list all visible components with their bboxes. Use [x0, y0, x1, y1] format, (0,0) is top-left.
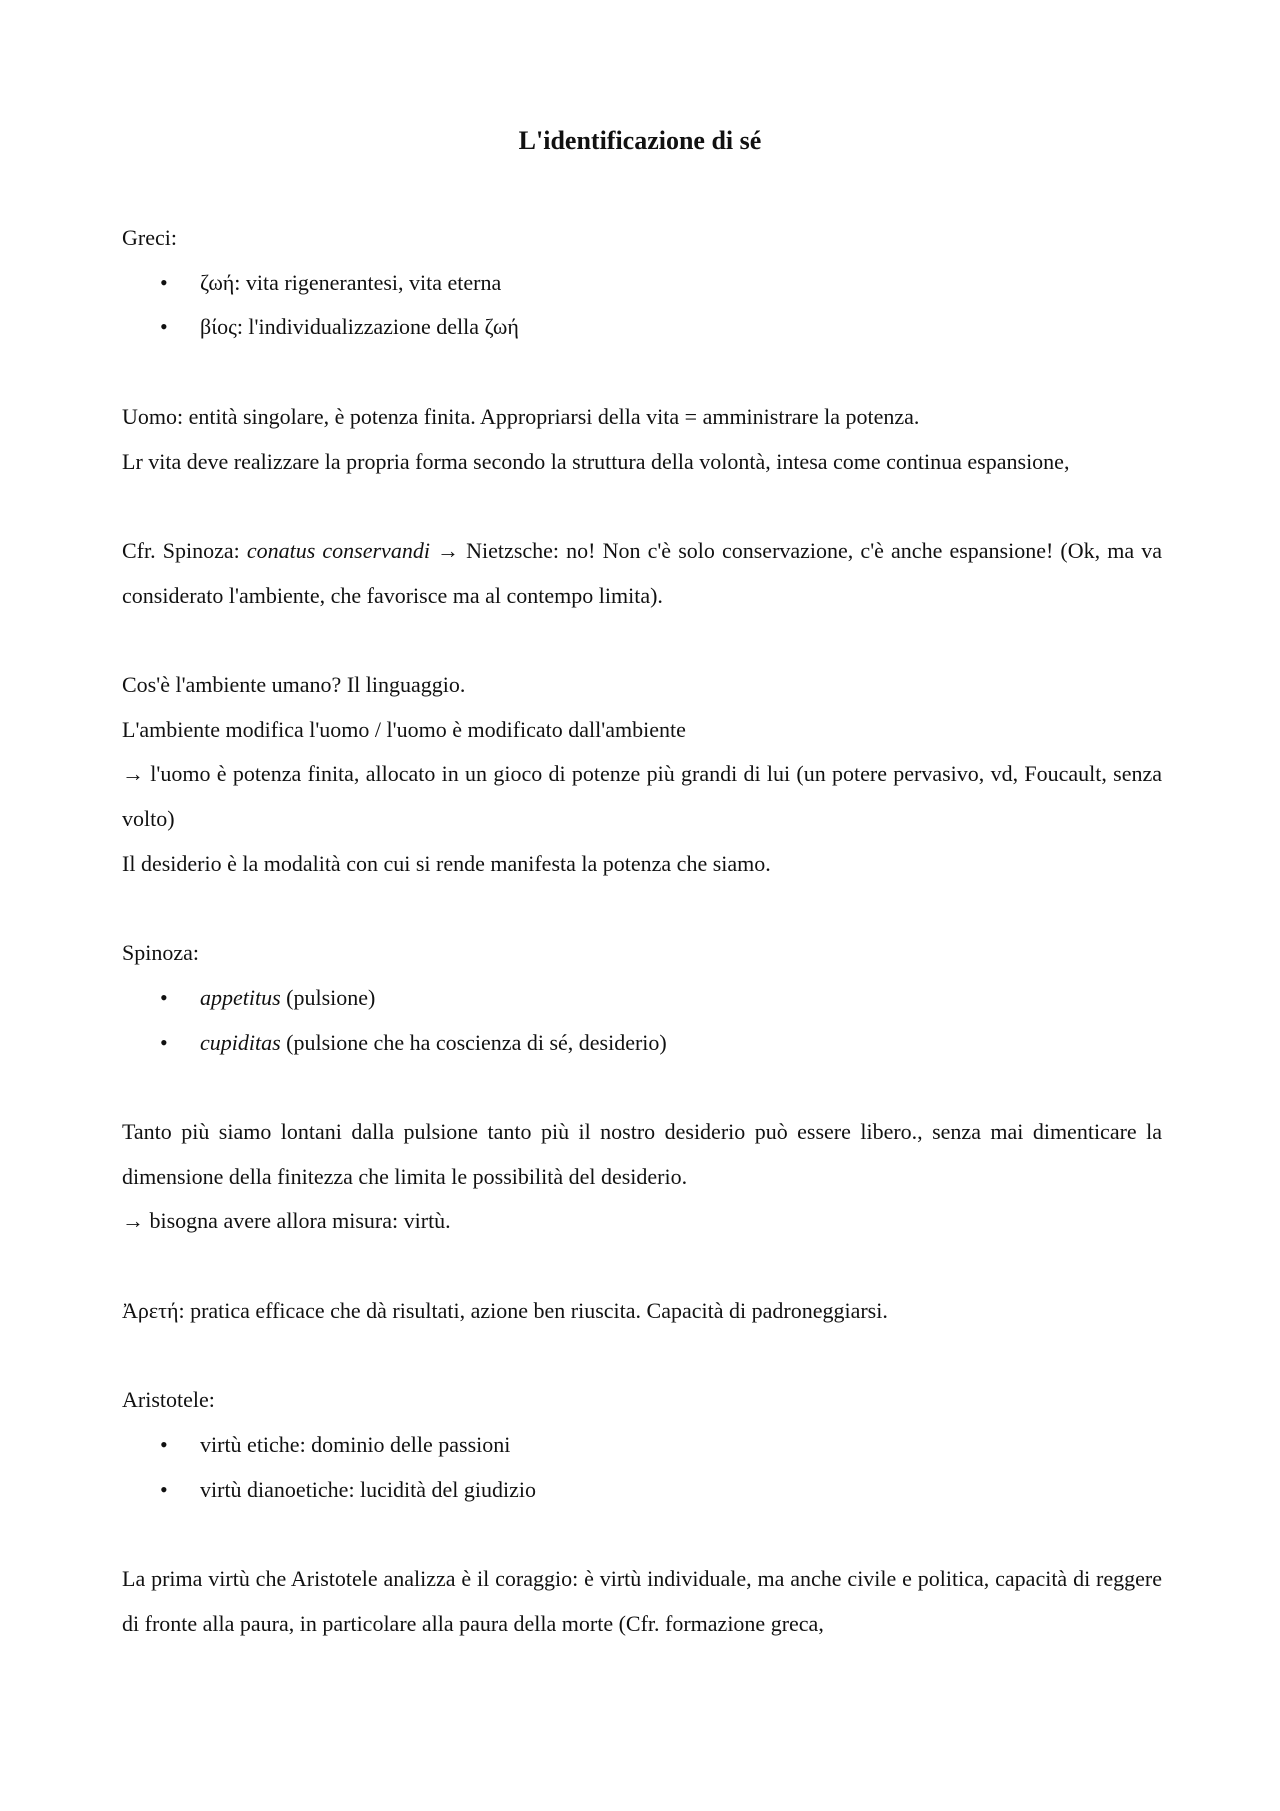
- spinoza-list: [122, 976, 1162, 1065]
- bullet-icon: •: [160, 269, 168, 295]
- greci-heading: Greci:: [122, 225, 177, 250]
- uomo-line-2: Lr vita deve realizzare la propria forma secondo la struttura della volontà, intesa come continua espansione,: [122, 448, 1070, 474]
- list-item: • virtù dianoetiche: lucidità del giudizio: [122, 1468, 1162, 1513]
- blank-line: [122, 484, 1162, 529]
- blank-line: [122, 1512, 1162, 1557]
- ambiente-line-4: Il desiderio è la modalità con cui si rende manifesta la potenza che siamo.: [122, 850, 771, 876]
- arete-paragraph: Ἀρετή: pratica efficace che dà risultati, azione ben riuscita. Capacità di padroneggiarsi.: [122, 1297, 888, 1323]
- ambiente-line-1: Cos'è l'ambiente umano? Il linguaggio.: [122, 671, 466, 697]
- blank-line: [122, 1065, 1162, 1110]
- blank-line: [122, 887, 1162, 932]
- ambiente-line-3: → l'uomo è potenza finita, allocato in un gioco di potenze più grandi di lui (un potere pervasivo, vd, Foucault, senza volto): [122, 761, 1162, 832]
- blank-line: [122, 350, 1162, 395]
- bullet-icon: •: [160, 1476, 168, 1502]
- list-item: • ζωή: vita rigenerantesi, vita eterna: [122, 261, 1162, 306]
- cfr-paragraph: Cfr. Spinoza: conatus conservandi → Nietzsche: no! Non c'è solo conservazione, c'è anche espansione! (Ok, ma va considerato l'ambiente, che favorisce ma al contempo limita).: [122, 537, 1163, 608]
- list-item: • cupiditas (pulsione che ha coscienza di sé, desiderio): [122, 1021, 1162, 1066]
- list-item: • virtù etiche: dominio delle passioni: [122, 1423, 1162, 1468]
- coraggio-paragraph: La prima virtù che Aristotele analizza è il coraggio: è virtù individuale, ma anche civile e politica, capacità di reggere di fronte alla paura, in particolare alla paura della morte (Cfr. formazione greca,: [122, 1565, 1162, 1636]
- bullet-icon: •: [160, 984, 168, 1010]
- blank-line: [122, 1333, 1162, 1378]
- conatus-term: conatus conservandi: [246, 537, 430, 563]
- spinoza-heading: Spinoza:: [122, 940, 199, 966]
- tanto-paragraph: Tanto più siamo lontani dalla pulsione tanto più il nostro desiderio può essere libero., senza mai dimenticare la dimensione della finitezza che limita le possibilità del desiderio.: [122, 1118, 1162, 1189]
- uomo-line-1: Uomo: entità singolare, è potenza finita. Appropriarsi della vita = amministrare la potenza.: [122, 403, 920, 429]
- bullet-icon: •: [160, 1029, 168, 1055]
- greci-list: [122, 261, 1162, 350]
- blank-line: [122, 1244, 1162, 1289]
- bullet-icon: •: [160, 314, 168, 340]
- ambiente-line-2: L'ambiente modifica l'uomo / l'uomo è modificato dall'ambiente: [122, 716, 686, 742]
- document-body: [122, 216, 1162, 1646]
- document-title: L'identificazione di sé: [518, 126, 762, 155]
- bullet-icon: •: [160, 1431, 168, 1457]
- blank-line: [122, 618, 1162, 663]
- tanto-line-2: → bisogna avere allora misura: virtù.: [122, 1208, 451, 1234]
- list-item: • βίος: l'individualizzazione della ζωή: [122, 305, 1162, 350]
- aristotele-heading: Aristotele:: [122, 1387, 215, 1413]
- aristotele-list: [122, 1423, 1162, 1512]
- list-item: • appetitus (pulsione): [122, 976, 1162, 1021]
